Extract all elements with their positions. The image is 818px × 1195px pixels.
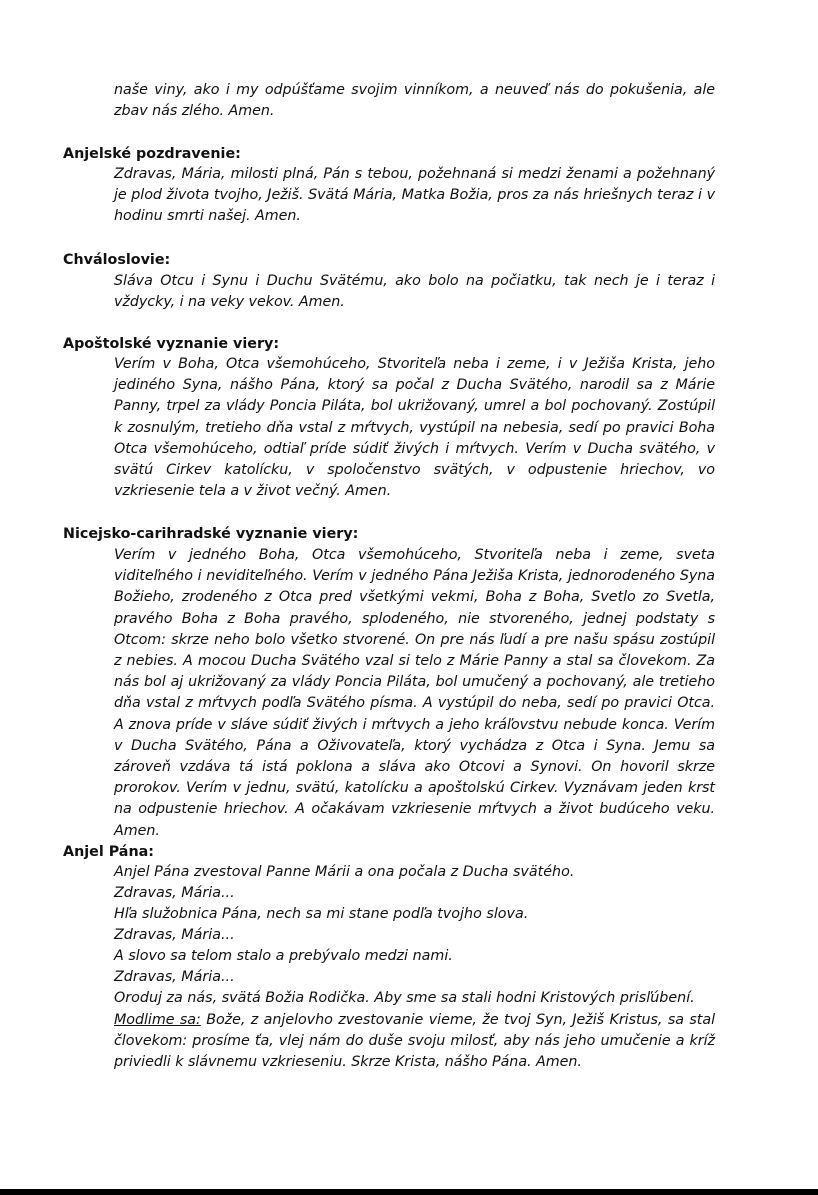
angelus-line: Oroduj za nás, svätá Božia Rodička. Aby sme sa stali hodni Kristových prisľúbení. [114,990,695,1006]
angelus-line: Zdravas, Mária... [114,969,235,985]
apostles-creed-heading: Apoštolské vyznanie viery: [63,336,280,352]
apostles-creed-text: Verím v Boha, Otca všemohúceho, Stvoriteľa neba i zeme, i v Ježiša Krista, jeho jediného Syna, nášho Pána, ktorý sa počal z Ducha Svätého, narodil sa z Márie Panny, trpel za vlády Poncia Piláta, bol ukrižovaný, umrel a bol pochovaný. Zostúpil k zosnulým, tretieho dňa vstal z mŕtvych, vystúpil na nebesia, sedí po pravici Boha Otca všemohúceho, odtiaľ príde súdiť živých i mŕtvych. Verím v Ducha svätého, v svätú Cirkev katolícku, v spoločenstvo svätých, v odpustenie hriechov, vo vzkriesenie tela a v život večný. Amen. [114,356,715,500]
hail-mary-text: Zdravas, Mária, milosti plná, Pán s tebou, požehnaná si medzi ženami a požehnaný je plod života tvojho, Ježiš. Svätá Mária, Matka Božia, pros za nás hriešnych teraz i v hodinu smrti našej. Amen. [114,166,715,225]
prayer-label: Modlime sa: [114,1012,201,1028]
hail-mary-heading: Anjelské pozdravenie: [63,146,241,162]
glory-be-heading: Chváloslovie: [63,252,171,268]
glory-be-text: Sláva Otcu i Synu i Duchu Svätému, ako bolo na počiatku, tak nech je i teraz i vždycky, i na veky vekov. Amen. [114,273,715,311]
bottom-border [0,1189,818,1195]
nicene-creed-text: Verím v jedného Boha, Otca všemohúceho, Stvoriteľa neba i zeme, sveta viditeľného i neviditeľného. Verím v jedného Pána Ježiša Krista, jednorodeného Syna Božieho, zrodeného z Otca pred všetkými vekmi, Boha z Boha, Svetlo zo Svetla, pravého Boha z Boha pravého, splodeného, nie stvoreného, jednej podstaty s Otcom: skrze neho bolo všetko stvorené. On pre nás ľudí a pre našu spásu zostúpil z nebies. A mocou Ducha Svätého vzal si telo z Márie Panny a stal sa človekom. Za nás bol aj ukrižovaný za vlády Poncia Piláta, bol umučený a pochovaný, ale tretieho dňa vstal z mŕtvych podľa Svätého písma. A vystúpil do neba, sedí po pravici Otca. A znova príde v sláve súdiť živých i mŕtvych a jeho kráľovstvu nebude konca. Verím v Ducha Svätého, Pána a Oživovateľa, ktorý vychádza z Otca i Syna. Jemu sa zároveň vzdáva tá istá poklona a sláva ako Otcovi a Synovi. On hovoril skrze prorokov. Verím v jednu, svätú, katolícku a apoštolskú Cirkev. Vyznávam jeden krst na odpustenie hriechov. A očakávam vzkriesenie mŕtvych a život budúceho veku. Amen. [114,547,715,839]
angelus-heading: Anjel Pána: [63,844,155,860]
prayer-text: Bože, z anjelovho zvestovanie vieme, že tvoj Syn, Ježiš Kristus, sa stal človekom: prosíme ťa, vlej nám do duše svoju milosť, aby nás jeho umučenie a kríž priviedli k slávnemu vzkrieseniu. Skrze Krista, nášho Pána. Amen. [114,1012,715,1071]
nicene-creed-heading: Nicejsko-carihradské vyznanie viery: [63,526,359,542]
angelus-closing-prayer [114,1010,715,1074]
angelus-line: Zdravas, Mária... [114,927,235,943]
angelus-line: A slovo sa telom stalo a prebývalo medzi nami. [114,948,453,964]
angelus-line: Zdravas, Mária... [114,885,235,901]
angelus-line: Hľa služobnica Pána, nech sa mi stane podľa tvojho slova. [114,906,529,922]
our-father-ending-text: naše viny, ako i my odpúšťame svojim vinníkom, a neuveď nás do pokušenia, ale zbav nás zlého. Amen. [114,82,715,120]
angelus-line: Anjel Pána zvestoval Panne Márii a ona počala z Ducha svätého. [114,864,575,880]
